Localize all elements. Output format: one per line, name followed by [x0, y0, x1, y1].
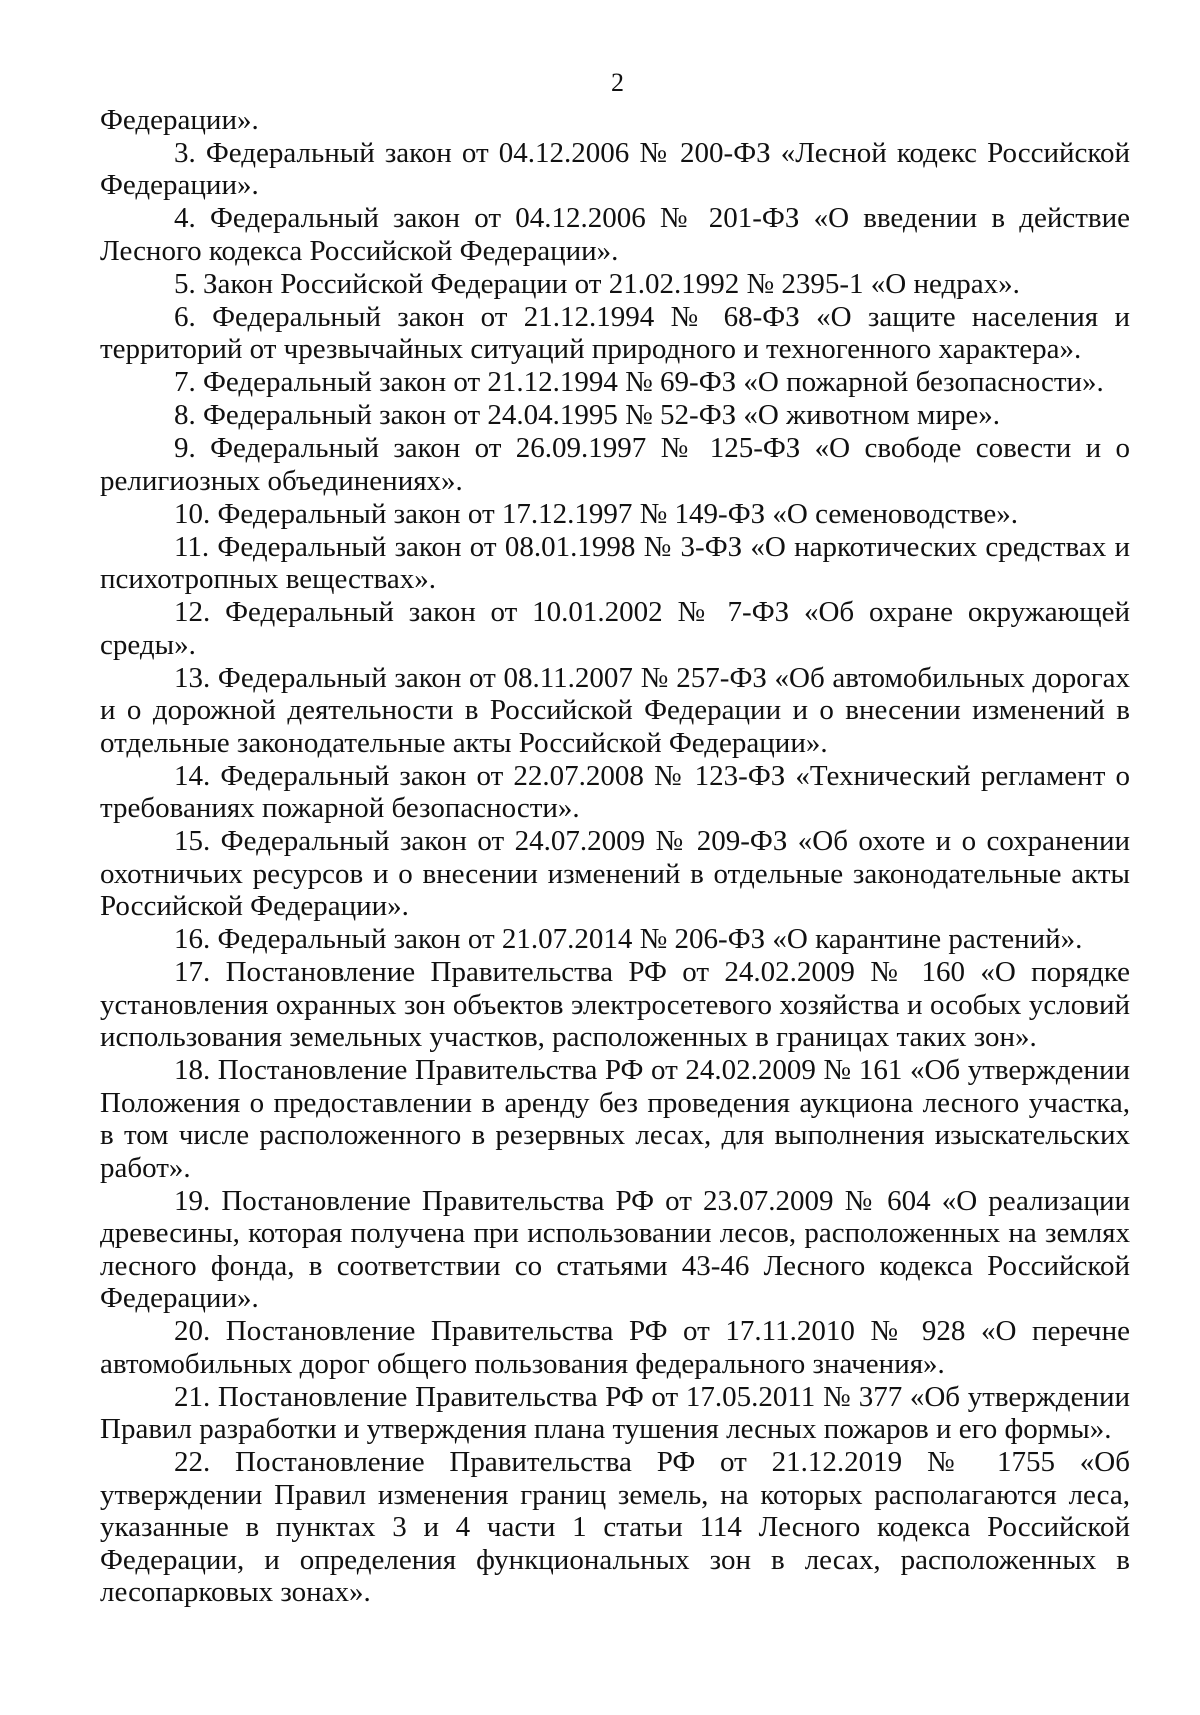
list-item-17: 17. Постановление Правительства РФ от 24.02.2009 № 160 «О порядке установления охранных зон объектов электросетевого хозяйства и особых условий использования земельных участков, расположенных в границах таких зон».	[100, 956, 1130, 1053]
list-item-4: 4. Федеральный закон от 04.12.2006 № 201-ФЗ «О введении в действие Лесного кодекса Российской Федерации».	[100, 202, 1130, 267]
list-item-12: 12. Федеральный закон от 10.01.2002 № 7-ФЗ «Об охране окружающей среды».	[100, 596, 1130, 661]
list-item-15: 15. Федеральный закон от 24.07.2009 № 209-ФЗ «Об охоте и о сохранении охотничьих ресурсов и о внесении изменений в отдельные законодательные акты Российской Федерации».	[100, 825, 1130, 922]
list-item-5: 5. Закон Российской Федерации от 21.02.1992 № 2395-1 «О недрах».	[174, 267, 1020, 300]
list-item-20: 20. Постановление Правительства РФ от 17.11.2010 № 928 «О перечне автомобильных дорог общего пользования федерального значения».	[100, 1315, 1130, 1380]
list-item-19: 19. Постановление Правительства РФ от 23.07.2009 № 604 «О реализации древесины, которая получена при использовании лесов, расположенных на землях лесного фонда, в соответствии со статьями 43-46 Лесного кодекса Российской Федерации».	[100, 1184, 1130, 1314]
list-item-6: 6. Федеральный закон от 21.12.1994 № 68-ФЗ «О защите населения и территорий от чрезвычайных ситуаций природного и техногенного характера».	[100, 300, 1130, 365]
list-item-21: 21. Постановление Правительства РФ от 17.05.2011 № 377 «Об утверждении Правил разработки и утверждения плана тушения лесных пожаров и его формы».	[100, 1380, 1130, 1445]
continuation-paragraph: Федерации».	[100, 104, 259, 136]
list-item-11: 11. Федеральный закон от 08.01.1998 № 3-ФЗ «О наркотических средствах и психотропных веществах».	[100, 530, 1130, 595]
document-body	[100, 104, 1130, 1609]
list-item-9: 9. Федеральный закон от 26.09.1997 № 125-ФЗ «О свободе совести и о религиозных объединениях».	[100, 432, 1130, 497]
list-item-10: 10. Федеральный закон от 17.12.1997 № 149-ФЗ «О семеноводстве».	[174, 497, 1019, 530]
list-item-7: 7. Федеральный закон от 21.12.1994 № 69-ФЗ «О пожарной безопасности».	[174, 366, 1104, 398]
list-item-18: 18. Постановление Правительства РФ от 24.02.2009 № 161 «Об утверждении Положения о предоставлении в аренду без проведения аукциона лесного участка, в том числе расположенного в резервных лесах, для выполнения изыскательских работ».	[100, 1054, 1130, 1184]
list-item-16: 16. Федеральный закон от 21.07.2014 № 206-ФЗ «О карантине растений».	[174, 923, 1083, 955]
list-item-14: 14. Федеральный закон от 22.07.2008 № 123-ФЗ «Технический регламент о требованиях пожарной безопасности».	[100, 759, 1130, 824]
list-item-22: 22. Постановление Правительства РФ от 21.12.2019 № 1755 «Об утверждении Правил изменения границ земель, на которых располагаются леса, указанные в пунктах 3 и 4 части 1 статьи 114 Лесного кодекса Российской Федерации, и определения функциональных зон в лесах, расположенных в лесопарковых зонах».	[100, 1446, 1130, 1608]
page-number: 2	[611, 68, 624, 97]
list-item-3: 3. Федеральный закон от 04.12.2006 № 200-ФЗ «Лесной кодекс Российской Федерации».	[100, 136, 1130, 201]
list-item-13: 13. Федеральный закон от 08.11.2007 № 257-ФЗ «Об автомобильных дорогах и о дорожной деятельности в Российской Федерации и о внесении изменений в отдельные законодательные акты Российской Федерации».	[100, 661, 1130, 759]
list-item-8: 8. Федеральный закон от 24.04.1995 № 52-ФЗ «О животном мире».	[174, 399, 1000, 431]
